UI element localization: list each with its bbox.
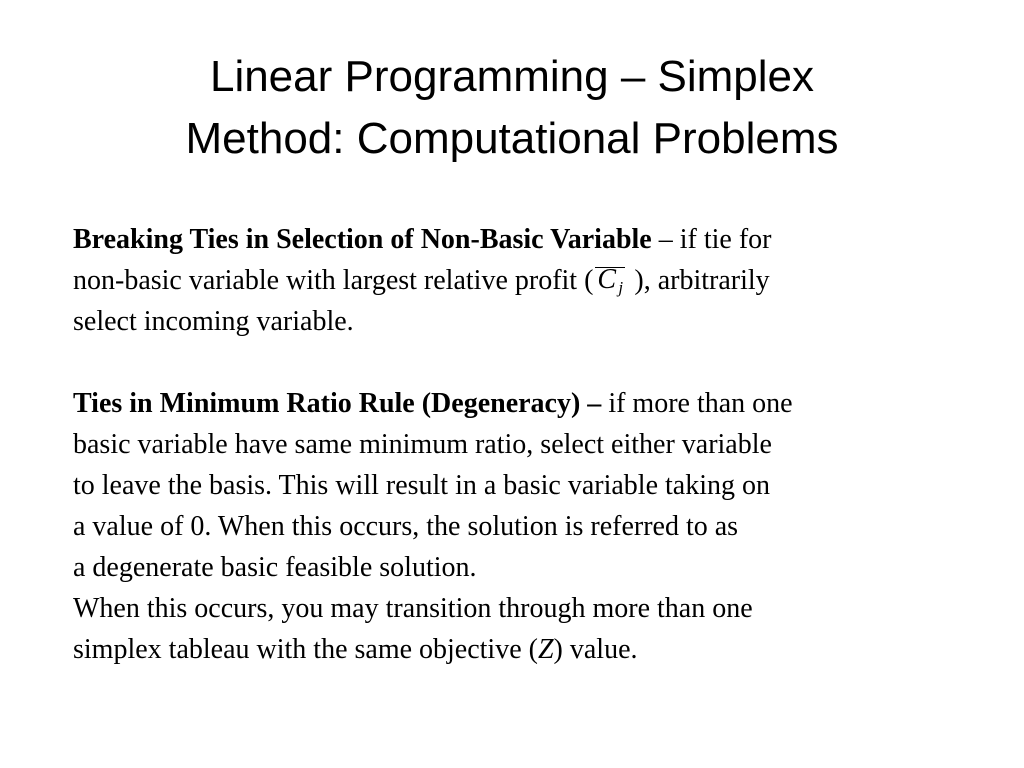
section1-line-2-post: ), arbitrarily [627,265,770,296]
section1-line-1-rest: – if tie for [651,224,772,255]
section2-line-6: When this occurs, you may transition through more than one [73,593,753,624]
section2-line-1-rest: if more than one [601,388,793,419]
section1-line-2 [73,260,993,301]
spacer [73,342,993,383]
section2-line-7 [73,629,993,670]
symbol-main: C [597,264,617,295]
section2-line-1 [73,383,993,424]
relative-profit-symbol [593,265,627,295]
section2-line-4: a value of 0. When this occurs, the solution is referred to as [73,511,739,542]
slide-title-line-1: Linear Programming – Simplex [209,52,815,101]
section1-line-3: select incoming variable. [73,306,354,337]
slide-body [73,219,993,670]
section2-line-7-post: ) value. [553,634,638,665]
section2-line-2: basic variable have same minimum ratio, select either variable [73,429,772,460]
section2-line-3: to leave the basis. This will result in a basic variable taking on [73,470,770,501]
objective-variable: Z [537,634,554,665]
section1-heading: Breaking Ties in Selection of Non-Basic Variable [73,224,652,255]
slide-title-line-2: Method: Computational Problems [185,114,839,163]
symbol-subscript: j [618,278,624,297]
slide-title [0,46,1024,170]
section2-heading-tail: ) – [570,388,602,419]
section1-line-1 [73,219,993,260]
section1-line-2-pre: non-basic variable with largest relative profit ( [73,265,594,296]
section2-line-7-pre: simplex tableau with the same objective ( [73,634,538,665]
section2-heading: Ties in Minimum Ratio Rule (Degeneracy [73,388,571,419]
section2-line-5: a degenerate basic feasible solution. [73,552,477,583]
